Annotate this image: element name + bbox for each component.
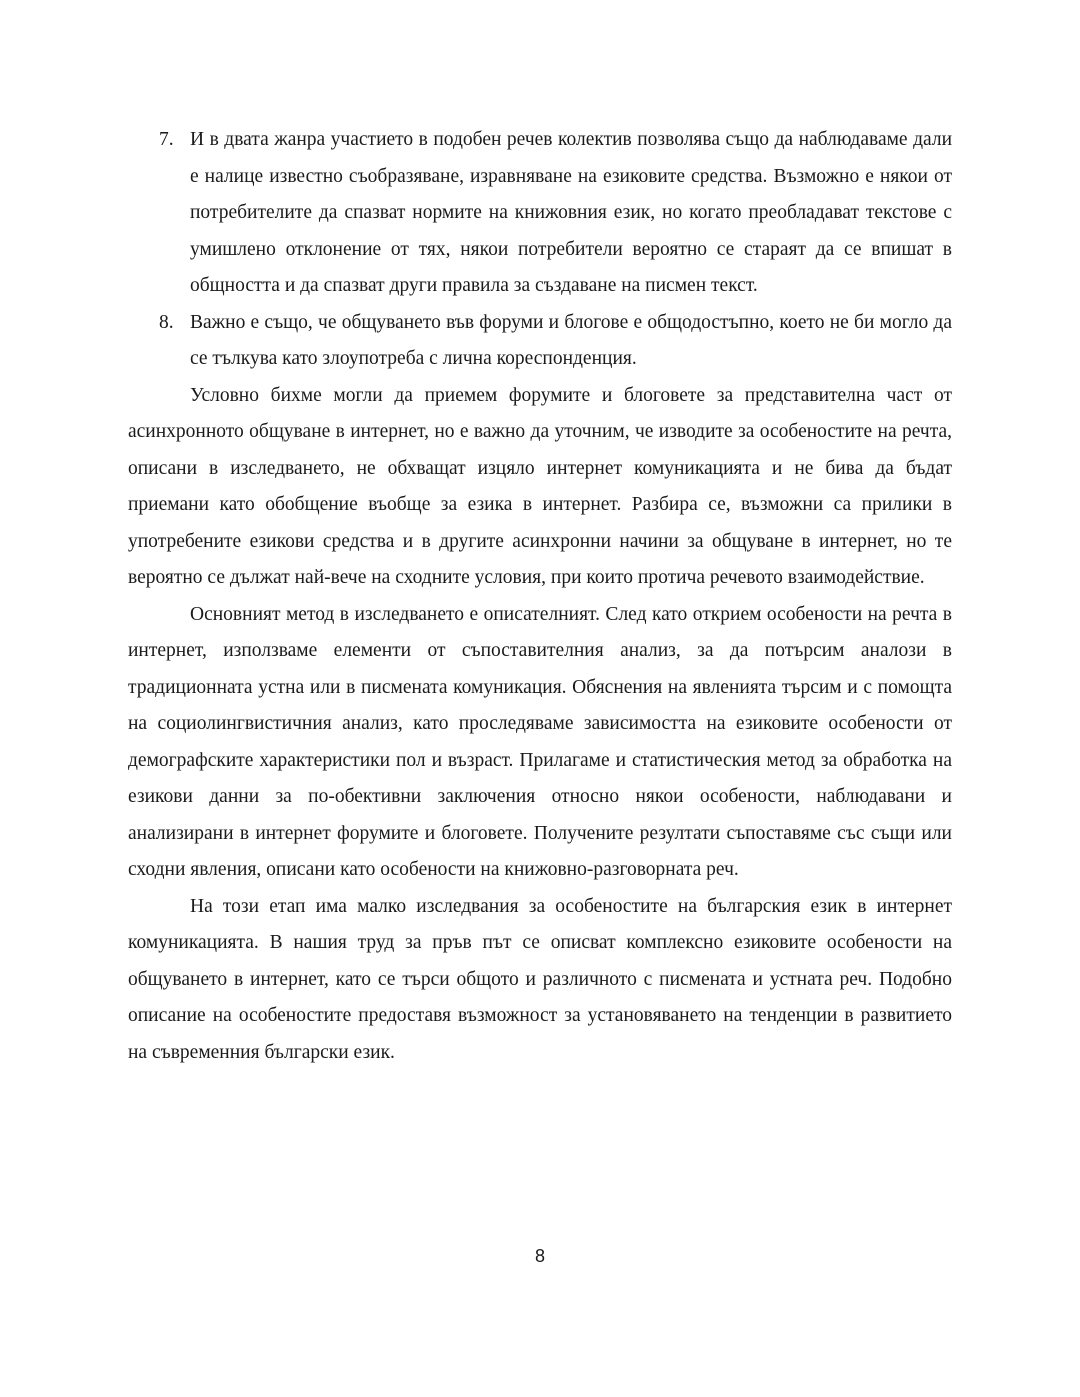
- list-item: [128, 305, 952, 378]
- body-paragraph: На този етап има малко изследвания за особеностите на българския език в интернет комуникацията. В нашия труд за пръв път се описват комплексно езиковите особености на общуването в интернет, като се търси общото и различното с писмената и устната реч. Подобно описание на особеностите предоставя възможност за установяването на тенденции в развитието на съвременния български език.: [128, 895, 952, 1063]
- list-item-text: И в двата жанра участието в подобен речев колектив позволява също да наблюдаваме дали е налице известно съобразяване, изравняване на езиковите средства. Възможно е някои от потребителите да спазват нормите на книжовния език, но когато преобладават текстове с умишлено отклонение от тях, някои потребители вероятно се стараят да се впишат в общността и да спазват други правила за създаване на писмен текст.: [190, 129, 952, 296]
- list-item-number: 7.: [159, 129, 174, 150]
- page-number: 8: [534, 1246, 545, 1266]
- page-body: [128, 122, 952, 1071]
- body-paragraph: Условно бихме могли да приемем форумите и блоговете за представителна част от асинхронното общуване в интернет, но е важно да уточним, че изводите за особеностите на речта, описани в изследването, не обхващат изцяло интернет комуникацията и не бива да бъдат приемани като обобщение въобще за езика в интернет. Разбира се, възможни са прилики в употребените езикови средства и в другите асинхронни начини за общуване в интернет, но те вероятно се дължат най-вече на сходните условия, при които протича речевото взаимодействие.: [128, 384, 952, 588]
- body-paragraph: Основният метод в изследването е описателният. След като открием особености на речта в интернет, използваме елементи от съпоставителния анализ, за да потърсим аналози в традиционната устна или в писмената комуникация. Обяснения на явленията търсим и с помощта на социолингвистичния анализ, като проследяваме зависимостта на езиковите особености от демографските характеристики пол и възраст. Прилагаме и статистическия метод за обработка на езикови данни за по-обективни заключения относно някои особености, наблюдавани и анализирани в интернет форумите и блоговете. Получените резултати съпоставяме със същи или сходни явления, описани като особености на книжовно-разговорната реч.: [128, 603, 952, 880]
- list-item-text: Важно е също, че общуването във форуми и блогове е общодостъпно, което не би могло да се тълкува като злоупотреба с лична кореспонденция.: [190, 311, 952, 369]
- list-item: [128, 122, 952, 305]
- list-item-number: 8.: [159, 311, 174, 333]
- numbered-list: [128, 122, 952, 378]
